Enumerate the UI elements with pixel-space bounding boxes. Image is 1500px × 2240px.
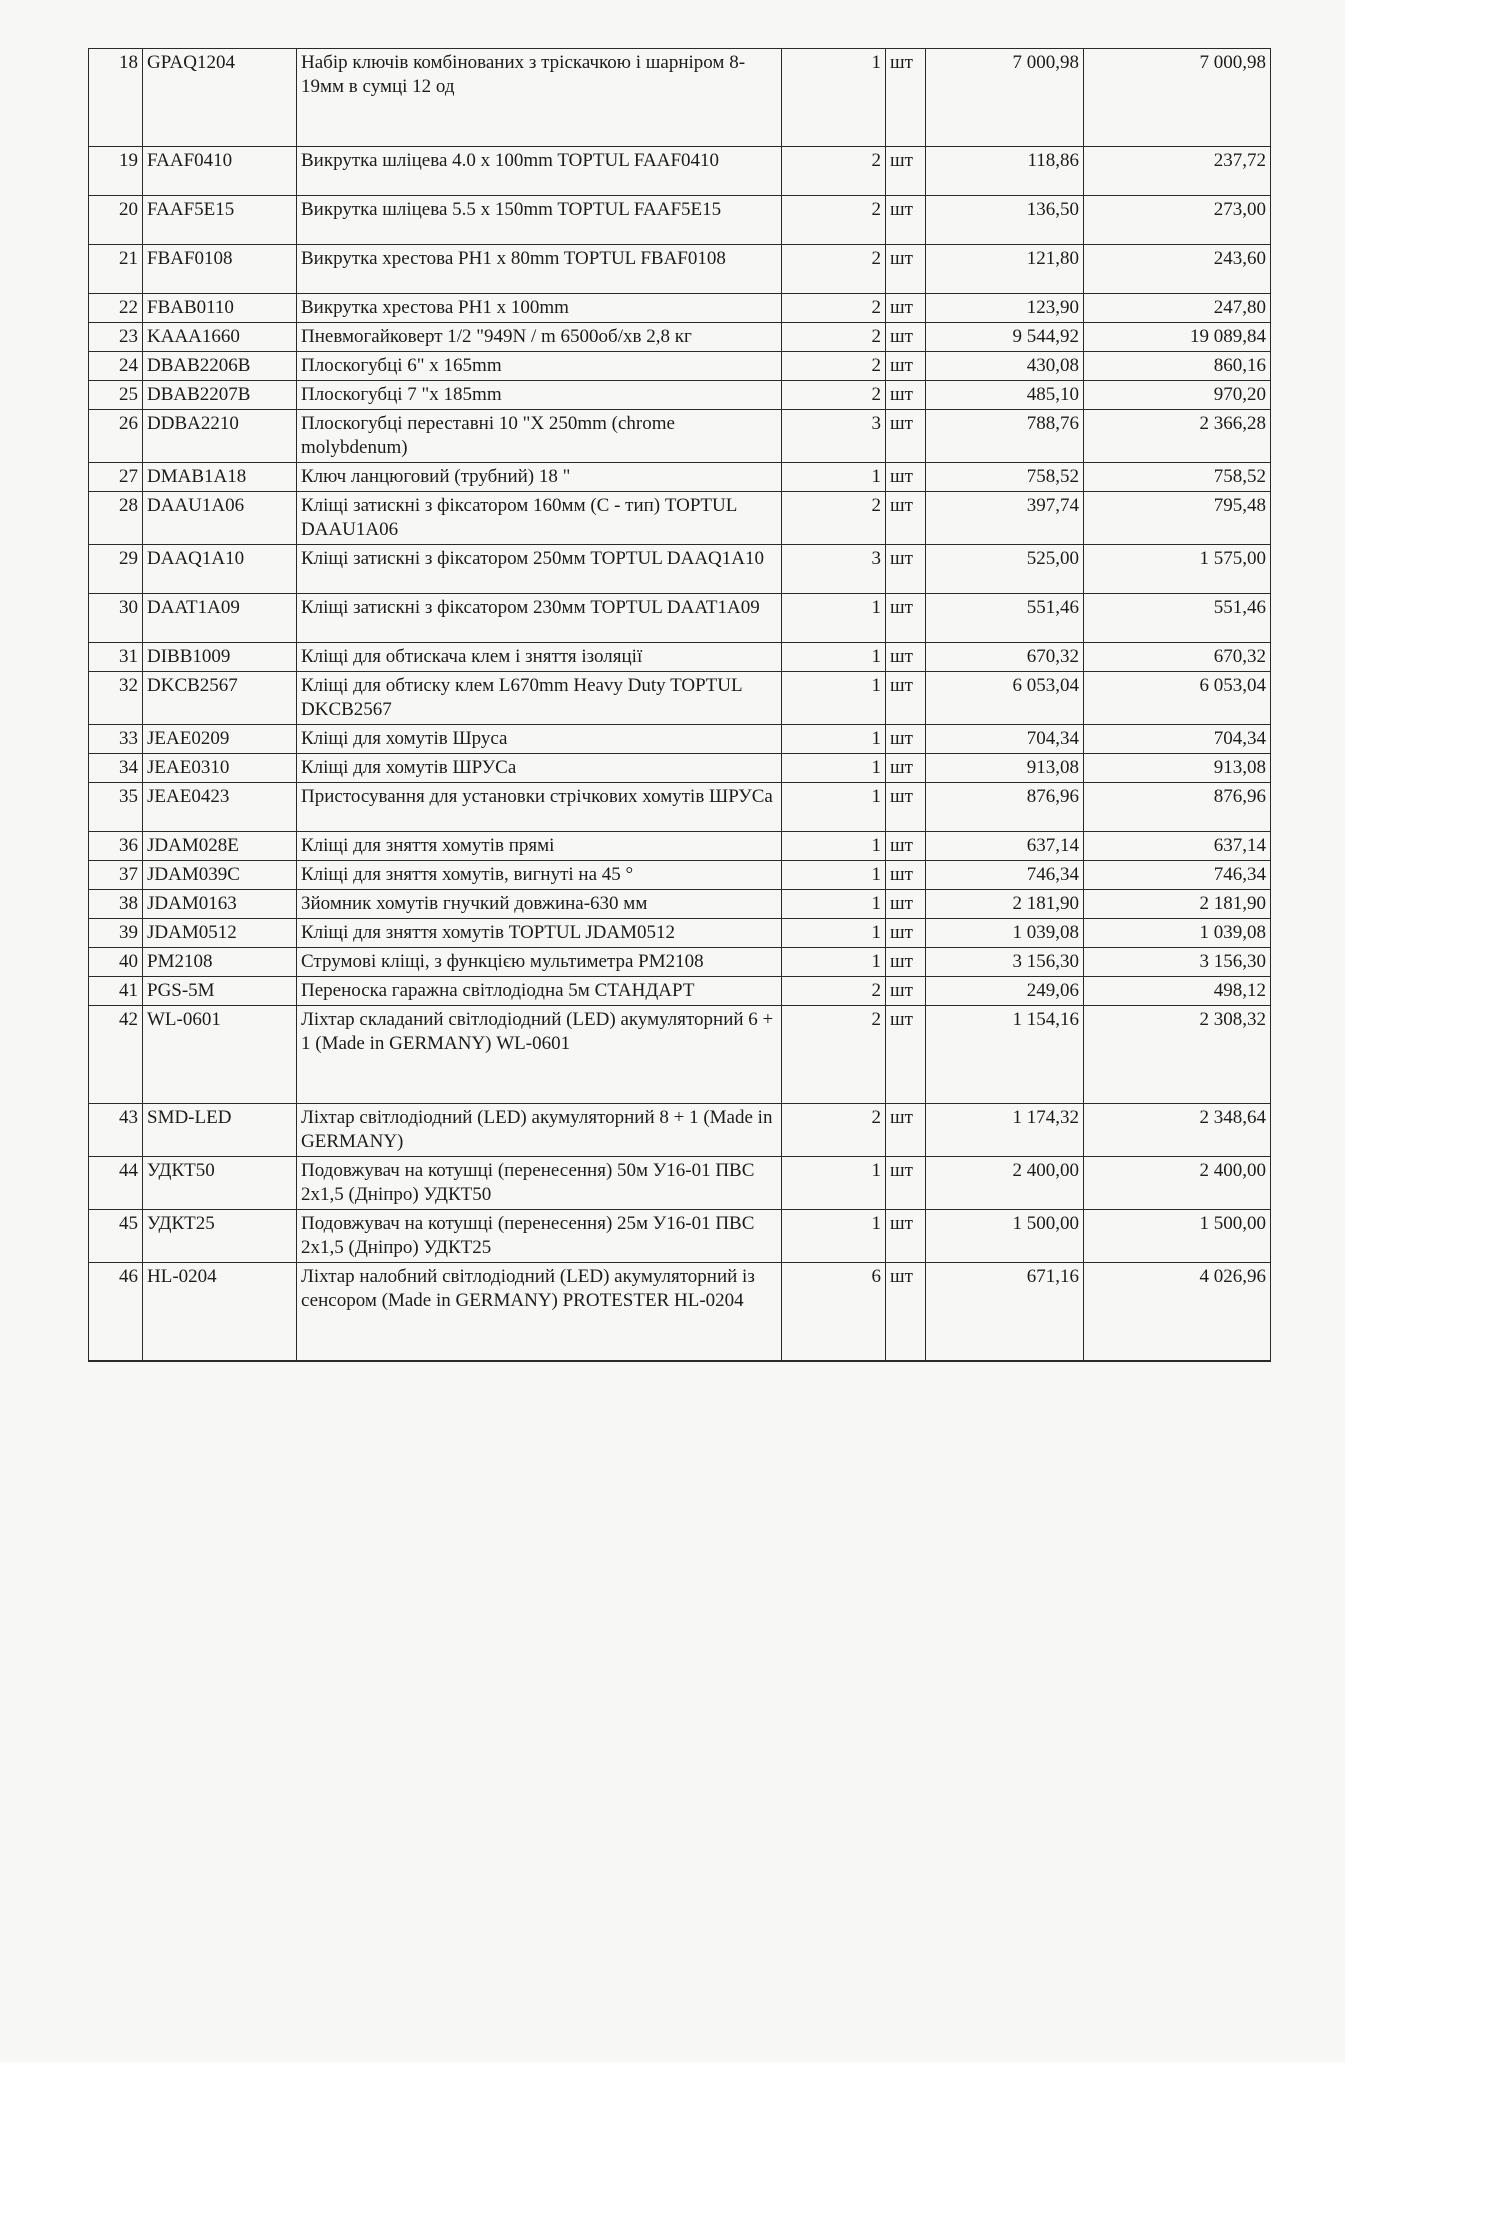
item-unit: шт bbox=[886, 492, 926, 545]
item-total: 1 575,00 bbox=[1084, 545, 1271, 594]
item-code: JDAM039C bbox=[143, 861, 297, 890]
item-price: 3 156,30 bbox=[926, 948, 1084, 977]
item-total: 795,48 bbox=[1084, 492, 1271, 545]
row-number: 26 bbox=[89, 410, 143, 463]
item-quantity: 1 bbox=[782, 672, 886, 725]
row-number: 19 bbox=[89, 147, 143, 196]
item-unit: шт bbox=[886, 594, 926, 643]
table-row bbox=[89, 463, 1271, 492]
item-name: Ліхтар світлодіодний (LED) акумуляторний 8 + 1 (Made in GERMANY) bbox=[297, 1104, 782, 1157]
item-code: DKCB2567 bbox=[143, 672, 297, 725]
item-price: 876,96 bbox=[926, 783, 1084, 832]
item-quantity: 1 bbox=[782, 1210, 886, 1263]
item-name: Ліхтар складаний світлодіодний (LED) акумуляторний 6 + 1 (Made in GERMANY) WL-0601 bbox=[297, 1006, 782, 1104]
row-number: 20 bbox=[89, 196, 143, 245]
item-code: DDBA2210 bbox=[143, 410, 297, 463]
item-total: 2 348,64 bbox=[1084, 1104, 1271, 1157]
table-row bbox=[89, 754, 1271, 783]
item-total: 1 039,08 bbox=[1084, 919, 1271, 948]
item-quantity: 1 bbox=[782, 783, 886, 832]
item-name: Зйомник хомутів гнучкий довжина-630 мм bbox=[297, 890, 782, 919]
row-number: 25 bbox=[89, 381, 143, 410]
table-row bbox=[89, 1157, 1271, 1210]
item-code: WL-0601 bbox=[143, 1006, 297, 1104]
item-total: 243,60 bbox=[1084, 245, 1271, 294]
item-total: 637,14 bbox=[1084, 832, 1271, 861]
item-code: DBAB2206B bbox=[143, 352, 297, 381]
item-name: Викрутка шліцева 5.5 x 150mm TOPTUL FAAF5E15 bbox=[297, 196, 782, 245]
item-name: Кліщі затискні з фіксатором 160мм (С - тип) TOPTUL DAAU1A06 bbox=[297, 492, 782, 545]
row-number: 34 bbox=[89, 754, 143, 783]
item-name: Викрутка хрестова PH1 x 100mm bbox=[297, 294, 782, 323]
table-row bbox=[89, 294, 1271, 323]
item-unit: шт bbox=[886, 49, 926, 147]
row-number: 23 bbox=[89, 323, 143, 352]
table-row bbox=[89, 1210, 1271, 1263]
table-row bbox=[89, 1006, 1271, 1104]
item-unit: шт bbox=[886, 832, 926, 861]
item-total: 2 181,90 bbox=[1084, 890, 1271, 919]
table-row bbox=[89, 948, 1271, 977]
item-code: JEAE0423 bbox=[143, 783, 297, 832]
item-total: 551,46 bbox=[1084, 594, 1271, 643]
item-unit: шт bbox=[886, 672, 926, 725]
item-quantity: 1 bbox=[782, 832, 886, 861]
item-name: Плоскогубці переставні 10 "X 250mm (chrome molybdenum) bbox=[297, 410, 782, 463]
item-unit: шт bbox=[886, 1157, 926, 1210]
row-number: 32 bbox=[89, 672, 143, 725]
item-quantity: 6 bbox=[782, 1263, 886, 1361]
item-price: 7 000,98 bbox=[926, 49, 1084, 147]
item-price: 6 053,04 bbox=[926, 672, 1084, 725]
item-price: 1 174,32 bbox=[926, 1104, 1084, 1157]
item-price: 9 544,92 bbox=[926, 323, 1084, 352]
item-quantity: 1 bbox=[782, 463, 886, 492]
row-number: 39 bbox=[89, 919, 143, 948]
item-unit: шт bbox=[886, 352, 926, 381]
item-unit: шт bbox=[886, 323, 926, 352]
item-code: PGS-5M bbox=[143, 977, 297, 1006]
item-total: 1 500,00 bbox=[1084, 1210, 1271, 1263]
item-quantity: 1 bbox=[782, 948, 886, 977]
table-row bbox=[89, 725, 1271, 754]
item-code: FAAF0410 bbox=[143, 147, 297, 196]
item-name: Кліщі для хомутів ШРУСа bbox=[297, 754, 782, 783]
row-number: 18 bbox=[89, 49, 143, 147]
table-row bbox=[89, 147, 1271, 196]
item-total: 876,96 bbox=[1084, 783, 1271, 832]
item-price: 430,08 bbox=[926, 352, 1084, 381]
row-number: 37 bbox=[89, 861, 143, 890]
row-number: 40 bbox=[89, 948, 143, 977]
item-quantity: 2 bbox=[782, 352, 886, 381]
item-name: Плоскогубці 7 "x 185mm bbox=[297, 381, 782, 410]
item-total: 6 053,04 bbox=[1084, 672, 1271, 725]
item-name: Викрутка хрестова PH1 x 80mm TOPTUL FBAF0108 bbox=[297, 245, 782, 294]
row-number: 35 bbox=[89, 783, 143, 832]
table-row bbox=[89, 594, 1271, 643]
item-price: 704,34 bbox=[926, 725, 1084, 754]
item-quantity: 1 bbox=[782, 861, 886, 890]
table-row bbox=[89, 1104, 1271, 1157]
table-row bbox=[89, 196, 1271, 245]
row-number: 36 bbox=[89, 832, 143, 861]
item-unit: шт bbox=[886, 725, 926, 754]
item-total: 2 400,00 bbox=[1084, 1157, 1271, 1210]
table-row bbox=[89, 245, 1271, 294]
invoice-rows bbox=[89, 49, 1271, 1361]
item-price: 136,50 bbox=[926, 196, 1084, 245]
item-name: Набір ключів комбінованих з тріскачкою і шарніром 8-19мм в сумці 12 од bbox=[297, 49, 782, 147]
item-unit: шт bbox=[886, 861, 926, 890]
item-code: HL-0204 bbox=[143, 1263, 297, 1361]
item-code: SMD-LED bbox=[143, 1104, 297, 1157]
item-price: 913,08 bbox=[926, 754, 1084, 783]
item-code: PM2108 bbox=[143, 948, 297, 977]
item-price: 485,10 bbox=[926, 381, 1084, 410]
item-total: 3 156,30 bbox=[1084, 948, 1271, 977]
item-unit: шт bbox=[886, 196, 926, 245]
item-code: JDAM028E bbox=[143, 832, 297, 861]
item-price: 249,06 bbox=[926, 977, 1084, 1006]
item-price: 1 154,16 bbox=[926, 1006, 1084, 1104]
item-quantity: 2 bbox=[782, 1104, 886, 1157]
item-code: DBAB2207B bbox=[143, 381, 297, 410]
table-row bbox=[89, 323, 1271, 352]
item-quantity: 2 bbox=[782, 323, 886, 352]
item-name: Плоскогубці 6" x 165mm bbox=[297, 352, 782, 381]
table-row bbox=[89, 492, 1271, 545]
item-name: Переноска гаражна світлодіодна 5м СТАНДАРТ bbox=[297, 977, 782, 1006]
item-total: 704,34 bbox=[1084, 725, 1271, 754]
item-price: 788,76 bbox=[926, 410, 1084, 463]
item-name: Кліщі для зняття хомутів TOPTUL JDAM0512 bbox=[297, 919, 782, 948]
item-code: DMAB1A18 bbox=[143, 463, 297, 492]
row-number: 31 bbox=[89, 643, 143, 672]
item-quantity: 3 bbox=[782, 545, 886, 594]
item-code: JDAM0512 bbox=[143, 919, 297, 948]
item-quantity: 1 bbox=[782, 49, 886, 147]
item-code: JDAM0163 bbox=[143, 890, 297, 919]
item-quantity: 2 bbox=[782, 196, 886, 245]
item-total: 746,34 bbox=[1084, 861, 1271, 890]
item-unit: шт bbox=[886, 381, 926, 410]
item-total: 273,00 bbox=[1084, 196, 1271, 245]
table-row bbox=[89, 49, 1271, 147]
item-price: 551,46 bbox=[926, 594, 1084, 643]
item-quantity: 3 bbox=[782, 410, 886, 463]
item-code: DIBB1009 bbox=[143, 643, 297, 672]
row-number: 27 bbox=[89, 463, 143, 492]
item-code: JEAE0310 bbox=[143, 754, 297, 783]
table-row bbox=[89, 783, 1271, 832]
item-code: FBAB0110 bbox=[143, 294, 297, 323]
item-unit: шт bbox=[886, 1104, 926, 1157]
table-row bbox=[89, 672, 1271, 725]
row-number: 33 bbox=[89, 725, 143, 754]
table-row bbox=[89, 643, 1271, 672]
item-quantity: 1 bbox=[782, 643, 886, 672]
item-name: Викрутка шліцева 4.0 x 100mm TOPTUL FAAF0410 bbox=[297, 147, 782, 196]
item-name: Пневмогайковерт 1/2 "949N / m 6500об/хв 2,8 кг bbox=[297, 323, 782, 352]
item-total: 970,20 bbox=[1084, 381, 1271, 410]
row-number: 29 bbox=[89, 545, 143, 594]
item-code: JEAE0209 bbox=[143, 725, 297, 754]
item-total: 237,72 bbox=[1084, 147, 1271, 196]
item-name: Кліщі для обтиску клем L670mm Heavy Duty TOPTUL DKCB2567 bbox=[297, 672, 782, 725]
item-price: 397,74 bbox=[926, 492, 1084, 545]
table-row bbox=[89, 381, 1271, 410]
row-number: 21 bbox=[89, 245, 143, 294]
item-price: 1 500,00 bbox=[926, 1210, 1084, 1263]
item-name: Кліщі для зняття хомутів, вигнуті на 45 ° bbox=[297, 861, 782, 890]
item-name: Ключ ланцюговий (трубний) 18 " bbox=[297, 463, 782, 492]
item-quantity: 2 bbox=[782, 147, 886, 196]
item-price: 758,52 bbox=[926, 463, 1084, 492]
item-price: 637,14 bbox=[926, 832, 1084, 861]
item-unit: шт bbox=[886, 545, 926, 594]
item-total: 247,80 bbox=[1084, 294, 1271, 323]
item-name: Кліщі для хомутів Шруса bbox=[297, 725, 782, 754]
item-name: Пристосування для установки стрічкових хомутів ШРУСа bbox=[297, 783, 782, 832]
item-price: 670,32 bbox=[926, 643, 1084, 672]
item-total: 670,32 bbox=[1084, 643, 1271, 672]
row-number: 42 bbox=[89, 1006, 143, 1104]
item-quantity: 2 bbox=[782, 1006, 886, 1104]
item-name: Кліщі затискні з фіксатором 230мм TOPTUL DAAT1A09 bbox=[297, 594, 782, 643]
invoice-table bbox=[88, 48, 1271, 1362]
row-number: 43 bbox=[89, 1104, 143, 1157]
item-price: 1 039,08 bbox=[926, 919, 1084, 948]
item-price: 123,90 bbox=[926, 294, 1084, 323]
item-quantity: 1 bbox=[782, 919, 886, 948]
table-row bbox=[89, 410, 1271, 463]
item-name: Кліщі для обтискача клем і зняття ізоляції bbox=[297, 643, 782, 672]
item-quantity: 2 bbox=[782, 492, 886, 545]
item-quantity: 1 bbox=[782, 594, 886, 643]
item-code: УДКТ50 bbox=[143, 1157, 297, 1210]
row-number: 41 bbox=[89, 977, 143, 1006]
table-row bbox=[89, 545, 1271, 594]
item-name: Подовжувач на котушці (перенесення) 50м У16-01 ПВС 2х1,5 (Дніпро) УДКТ50 bbox=[297, 1157, 782, 1210]
item-quantity: 1 bbox=[782, 725, 886, 754]
item-unit: шт bbox=[886, 643, 926, 672]
table-row bbox=[89, 352, 1271, 381]
item-unit: шт bbox=[886, 1210, 926, 1263]
item-unit: шт bbox=[886, 948, 926, 977]
table-row bbox=[89, 1263, 1271, 1361]
item-code: УДКТ25 bbox=[143, 1210, 297, 1263]
item-code: DAAU1A06 bbox=[143, 492, 297, 545]
row-number: 46 bbox=[89, 1263, 143, 1361]
item-unit: шт bbox=[886, 1006, 926, 1104]
row-number: 30 bbox=[89, 594, 143, 643]
item-unit: шт bbox=[886, 1263, 926, 1361]
row-number: 38 bbox=[89, 890, 143, 919]
item-price: 118,86 bbox=[926, 147, 1084, 196]
item-quantity: 1 bbox=[782, 1157, 886, 1210]
row-number: 24 bbox=[89, 352, 143, 381]
item-total: 913,08 bbox=[1084, 754, 1271, 783]
item-unit: шт bbox=[886, 977, 926, 1006]
item-unit: шт bbox=[886, 245, 926, 294]
item-name: Кліщі для зняття хомутів прямі bbox=[297, 832, 782, 861]
item-name: Струмові кліщі, з функцією мультиметра PM2108 bbox=[297, 948, 782, 977]
item-total: 7 000,98 bbox=[1084, 49, 1271, 147]
item-unit: шт bbox=[886, 783, 926, 832]
item-quantity: 1 bbox=[782, 890, 886, 919]
item-code: FAAF5E15 bbox=[143, 196, 297, 245]
item-unit: шт bbox=[886, 754, 926, 783]
item-code: FBAF0108 bbox=[143, 245, 297, 294]
item-total: 860,16 bbox=[1084, 352, 1271, 381]
row-number: 44 bbox=[89, 1157, 143, 1210]
item-code: DAAQ1A10 bbox=[143, 545, 297, 594]
item-unit: шт bbox=[886, 463, 926, 492]
table-row bbox=[89, 919, 1271, 948]
item-name: Ліхтар налобний світлодіодний (LED) акумуляторний із сенсором (Made in GERMANY) PROTESTER HL-0204 bbox=[297, 1263, 782, 1361]
item-total: 2 366,28 bbox=[1084, 410, 1271, 463]
item-price: 2 400,00 bbox=[926, 1157, 1084, 1210]
item-price: 121,80 bbox=[926, 245, 1084, 294]
item-total: 2 308,32 bbox=[1084, 1006, 1271, 1104]
table-row bbox=[89, 861, 1271, 890]
item-unit: шт bbox=[886, 919, 926, 948]
item-price: 746,34 bbox=[926, 861, 1084, 890]
item-price: 2 181,90 bbox=[926, 890, 1084, 919]
item-code: GPAQ1204 bbox=[143, 49, 297, 147]
item-code: KAAA1660 bbox=[143, 323, 297, 352]
item-price: 671,16 bbox=[926, 1263, 1084, 1361]
item-total: 19 089,84 bbox=[1084, 323, 1271, 352]
item-name: Подовжувач на котушці (перенесення) 25м У16-01 ПВС 2х1,5 (Дніпро) УДКТ25 bbox=[297, 1210, 782, 1263]
item-unit: шт bbox=[886, 410, 926, 463]
item-unit: шт bbox=[886, 294, 926, 323]
item-total: 4 026,96 bbox=[1084, 1263, 1271, 1361]
row-number: 22 bbox=[89, 294, 143, 323]
table-row bbox=[89, 890, 1271, 919]
item-quantity: 2 bbox=[782, 245, 886, 294]
item-quantity: 2 bbox=[782, 294, 886, 323]
row-number: 45 bbox=[89, 1210, 143, 1263]
item-quantity: 2 bbox=[782, 381, 886, 410]
item-quantity: 2 bbox=[782, 977, 886, 1006]
table-row bbox=[89, 977, 1271, 1006]
item-unit: шт bbox=[886, 890, 926, 919]
item-total: 498,12 bbox=[1084, 977, 1271, 1006]
item-unit: шт bbox=[886, 147, 926, 196]
item-total: 758,52 bbox=[1084, 463, 1271, 492]
table-row bbox=[89, 832, 1271, 861]
row-number: 28 bbox=[89, 492, 143, 545]
item-price: 525,00 bbox=[926, 545, 1084, 594]
item-name: Кліщі затискні з фіксатором 250мм TOPTUL DAAQ1A10 bbox=[297, 545, 782, 594]
item-code: DAAT1A09 bbox=[143, 594, 297, 643]
item-quantity: 1 bbox=[782, 754, 886, 783]
